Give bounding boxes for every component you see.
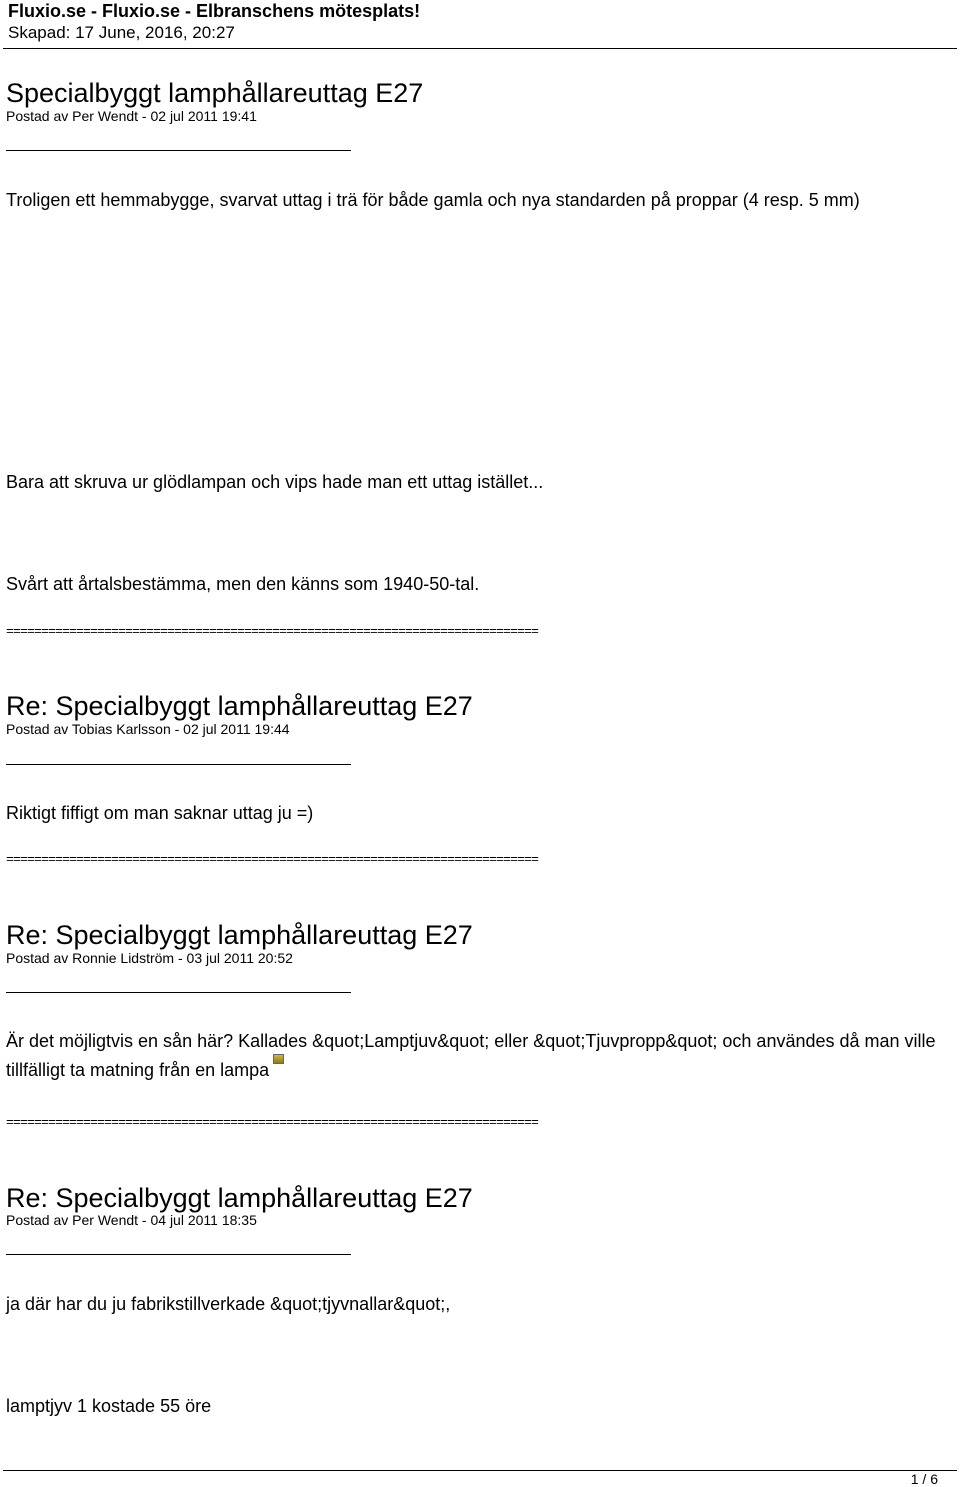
- footer-rule: [3, 1470, 957, 1471]
- post-paragraph: [6, 1028, 946, 1083]
- created-date: Skapad: 17 June, 2016, 20:27: [8, 23, 235, 42]
- post-title: Re: Specialbyggt lamphållareuttag E27: [6, 1183, 473, 1213]
- post-paragraph: Svårt att årtalsbestämma, men den känns som 1940-50-tal.: [6, 574, 480, 594]
- post-paragraph: ja där har du ju fabrikstillverkade &quot;tjyvnallar&quot;,: [6, 1294, 451, 1314]
- post-paragraph-text: Är det möjligtvis en sån här? Kallades &quot;Lamptjuv&quot; eller &quot;Tjuvpropp&quot; och användes då man ville tillfälligt ta matning från en lampa: [6, 1031, 936, 1080]
- post-title: Specialbyggt lamphållareuttag E27: [6, 78, 424, 108]
- header-rule: [3, 48, 957, 49]
- post-meta: Postad av Per Wendt - 04 jul 2011 18:35: [6, 1212, 257, 1228]
- post-separator: ============================================================================: [6, 625, 539, 639]
- post-separator: ============================================================================: [6, 1116, 539, 1130]
- post-meta: Postad av Ronnie Lidström - 03 jul 2011 20:52: [6, 950, 293, 966]
- post-rule: [6, 764, 351, 765]
- post-paragraph: Bara att skruva ur glödlampan och vips hade man ett uttag istället...: [6, 472, 544, 492]
- site-title: Fluxio.se - Fluxio.se - Elbranschens mötesplats!: [8, 1, 421, 21]
- post-paragraph: Troligen ett hemmabygge, svarvat uttag i trä för både gamla och nya standarden på proppar (4 resp. 5 mm): [6, 190, 860, 210]
- post-title: Re: Specialbyggt lamphållareuttag E27: [6, 691, 473, 721]
- post-paragraph: lamptjyv 1 kostade 55 öre: [6, 1396, 212, 1416]
- page-header: [8, 0, 956, 44]
- post-rule: [6, 1254, 351, 1255]
- post-rule: [6, 992, 351, 993]
- post-rule: [6, 150, 351, 151]
- post-separator: ============================================================================: [6, 853, 539, 867]
- post-title: Re: Specialbyggt lamphållareuttag E27: [6, 920, 473, 950]
- post-paragraph: Riktigt fiffigt om man saknar uttag ju =): [6, 803, 314, 823]
- smiley-image-icon: [273, 1054, 284, 1064]
- post-meta: Postad av Per Wendt - 02 jul 2011 19:41: [6, 108, 257, 124]
- page-number: 1 / 6: [910, 1471, 938, 1487]
- post-meta: Postad av Tobias Karlsson - 02 jul 2011 19:44: [6, 721, 290, 737]
